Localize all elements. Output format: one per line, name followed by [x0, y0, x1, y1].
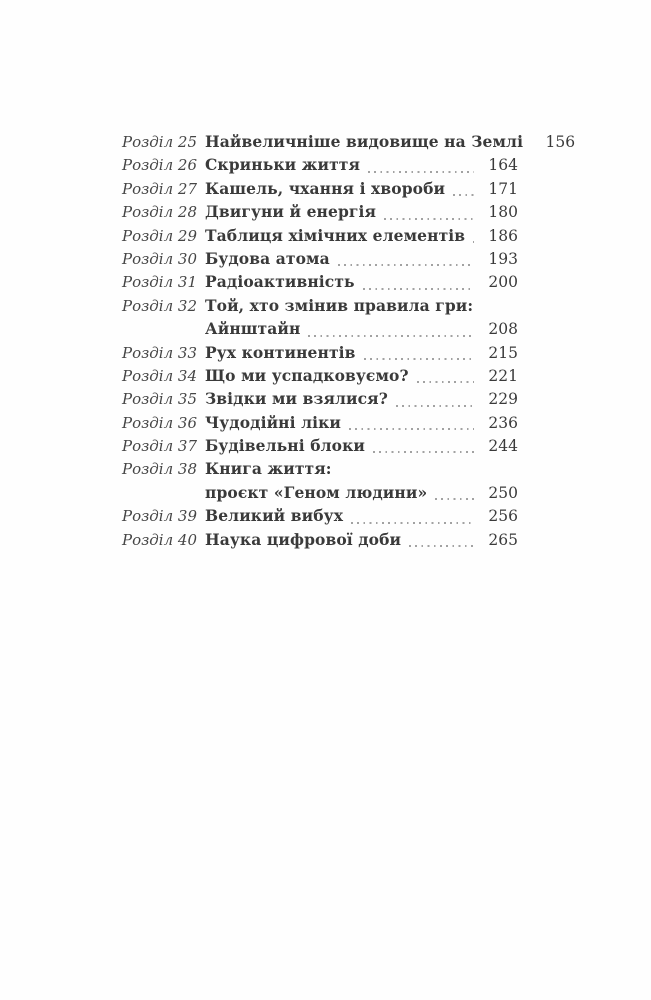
page-number: 265	[488, 530, 518, 549]
chapter-label: Розділ 31	[122, 273, 198, 292]
chapter-label: Розділ 39	[122, 507, 198, 526]
page-number: 171	[488, 179, 518, 198]
chapter-label: Розділ 40	[122, 530, 198, 549]
page-number: 244	[488, 437, 518, 456]
chapter-label: Розділ 26	[122, 156, 198, 175]
chapter-title: Великий вибух	[205, 506, 344, 526]
toc-entry-line-32	[122, 296, 518, 319]
chapter-label: Розділ 30	[122, 249, 198, 268]
page-number: 193	[488, 249, 518, 268]
chapter-title: Той, хто змінив правила гри:	[205, 295, 474, 315]
toc-entry-line-27	[122, 179, 518, 202]
chapter-label: Розділ 33	[122, 343, 198, 362]
chapter-label: Розділ 38	[122, 460, 198, 479]
page-number: 250	[488, 483, 518, 502]
chapter-title: Будівельні блоки	[205, 436, 365, 456]
toc-entry-line-28	[122, 202, 518, 225]
dot-leader	[409, 545, 474, 547]
table-of-contents	[122, 132, 576, 553]
toc-entry-line-40	[122, 530, 518, 553]
dot-leader	[473, 241, 474, 243]
toc-entry-line-31	[122, 272, 518, 295]
dot-leader	[349, 428, 474, 430]
dot-leader	[351, 522, 474, 524]
dot-leader	[338, 264, 474, 266]
toc-entry-line-39	[122, 506, 518, 529]
dot-leader	[384, 218, 474, 220]
chapter-title: Книга життя:	[205, 459, 332, 479]
chapter-title: Звідки ми взялися?	[205, 389, 388, 409]
chapter-title: Найвеличніше видовище на Землі	[205, 132, 524, 151]
toc-entry-line-29	[122, 226, 518, 249]
dot-leader	[364, 358, 474, 360]
toc-entry-line-25	[122, 132, 576, 155]
dot-leader	[396, 405, 474, 407]
dot-leader	[308, 335, 474, 337]
dot-leader	[417, 381, 474, 383]
page-number: 236	[488, 413, 518, 432]
page-number: 200	[488, 273, 518, 292]
dot-leader	[368, 171, 474, 173]
chapter-label: Розділ 25	[122, 133, 198, 151]
chapter-title: проєкт «Геном людини»	[205, 482, 428, 502]
toc-entry-line-33	[122, 343, 518, 366]
chapter-label: Розділ 29	[122, 226, 198, 245]
chapter-label: Розділ 35	[122, 390, 198, 409]
toc-entry-line-36	[122, 413, 518, 436]
dot-leader	[453, 194, 474, 196]
chapter-title: Скриньки життя	[205, 155, 361, 175]
chapter-title: Рух континентів	[205, 342, 356, 362]
toc-entry-line-38	[122, 459, 518, 482]
chapter-label: Розділ 27	[122, 179, 198, 198]
chapter-title: Будова атома	[205, 248, 330, 268]
page-number: 215	[488, 343, 518, 362]
toc-entry-line-38	[122, 483, 518, 506]
page-number: 256	[488, 507, 518, 526]
chapter-label: Розділ 37	[122, 437, 198, 456]
chapter-label: Розділ 36	[122, 413, 198, 432]
chapter-label: Розділ 34	[122, 366, 198, 385]
toc-entry-line-32	[122, 319, 518, 342]
page-number: 180	[488, 203, 518, 222]
dot-leader	[373, 451, 474, 453]
chapter-title: Чудодійні ліки	[205, 412, 341, 432]
chapter-title: Айнштайн	[205, 319, 301, 339]
chapter-label: Розділ 28	[122, 203, 198, 222]
page-number: 229	[488, 390, 518, 409]
chapter-title: Таблиця хімічних елементів	[205, 225, 466, 245]
chapter-title: Кашель, чхання і хвороби	[205, 178, 446, 198]
page-number: 156	[545, 133, 576, 151]
dot-leader	[363, 288, 474, 290]
page-number: 164	[488, 156, 518, 175]
chapter-title: Двигуни й енергія	[205, 202, 377, 222]
toc-entry-line-26	[122, 155, 518, 178]
dot-leader	[435, 498, 474, 500]
chapter-title: Наука цифрової доби	[205, 529, 402, 549]
toc-entry-line-35	[122, 389, 518, 412]
toc-entry-line-37	[122, 436, 518, 459]
page-number: 186	[488, 226, 518, 245]
chapter-title: Радіоактивність	[205, 272, 355, 292]
toc-entry-line-30	[122, 249, 518, 272]
page-number: 221	[488, 366, 518, 385]
page-number: 208	[488, 320, 518, 339]
chapter-title: Що ми успадковуємо?	[205, 365, 409, 385]
toc-entry-line-34	[122, 366, 518, 389]
chapter-label: Розділ 32	[122, 296, 198, 315]
